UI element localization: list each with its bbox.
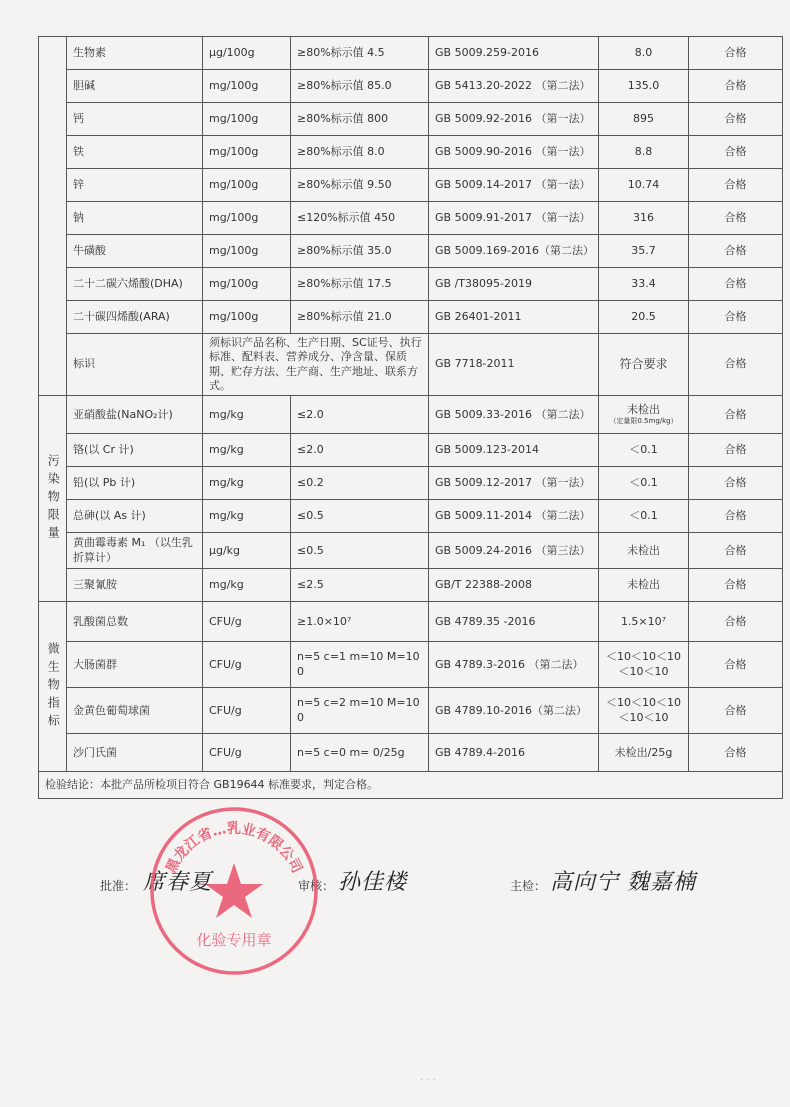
conclusion-text: 检验结论：本批产品所检项目符合 GB19644 标准要求，判定合格。	[39, 772, 783, 799]
table-row	[39, 396, 783, 434]
requirement: ≥80%标示值 8.0	[291, 136, 429, 169]
test-method: GB 5009.169-2016（第二法）	[429, 235, 599, 268]
unit: mg/100g	[203, 202, 291, 235]
approve-signature: 席春夏	[143, 870, 213, 895]
item-name: 牛磺酸	[67, 235, 203, 268]
category-nutrition	[39, 37, 67, 396]
unit: mg/100g	[203, 70, 291, 103]
item-name: 铁	[67, 136, 203, 169]
table-row	[39, 569, 783, 602]
result-value: ＜0.1	[629, 476, 658, 490]
result-value: 135.0	[627, 78, 660, 92]
item-name: 沙门氏菌	[67, 734, 203, 772]
company-seal	[148, 805, 320, 977]
requirement: ≤0.2	[291, 467, 429, 500]
requirement: ≥80%标示值 21.0	[291, 301, 429, 334]
result	[599, 467, 689, 500]
result-value: 316	[633, 210, 654, 224]
unit: mg/100g	[203, 301, 291, 334]
result-value: ＜0.1	[629, 443, 658, 457]
item-name: 铅(以 Pb 计)	[67, 467, 203, 500]
result-value: 895	[633, 111, 654, 125]
requirement: n=5 c=1 m=10 M=100	[291, 642, 429, 688]
unit: CFU/g	[203, 688, 291, 734]
requirement: n=5 c=2 m=10 M=100	[291, 688, 429, 734]
test-method: GB 5009.92-2016 （第一法）	[429, 103, 599, 136]
unit: mg/100g	[203, 169, 291, 202]
requirement: ≥80%标示值 9.50	[291, 169, 429, 202]
requirement: ≤2.0	[291, 396, 429, 434]
requirement: ≥1.0×10⁷	[291, 602, 429, 642]
test-method: GB 4789.10-2016（第二法）	[429, 688, 599, 734]
review-signature: 孙佳楼	[338, 870, 408, 895]
verdict: 合格	[689, 235, 783, 268]
verdict: 合格	[689, 202, 783, 235]
result	[599, 37, 689, 70]
verdict: 合格	[689, 136, 783, 169]
svg-text:黑龙江省…乳业有限公司: 黑龙江省…乳业有限公司	[163, 821, 305, 876]
verdict: 合格	[689, 500, 783, 533]
review-label: 审核：	[298, 879, 335, 893]
requirement: ≤120%标示值 450	[291, 202, 429, 235]
item-name: 锌	[67, 169, 203, 202]
verdict: 合格	[689, 602, 783, 642]
inspect-label: 主检：	[510, 879, 547, 893]
result	[599, 602, 689, 642]
item-name: 三聚氰胺	[67, 569, 203, 602]
category-micro: 微生物指标	[39, 602, 67, 772]
result	[599, 688, 689, 734]
result-value: 10.74	[627, 177, 660, 191]
unit: CFU/g	[203, 734, 291, 772]
result-value: 33.4	[631, 276, 656, 290]
test-method: GB 5009.33-2016 （第二法）	[429, 396, 599, 434]
unit: mg/kg	[203, 569, 291, 602]
unit: mg/kg	[203, 434, 291, 467]
table-row	[39, 500, 783, 533]
verdict: 合格	[689, 734, 783, 772]
item-name: 胆碱	[67, 70, 203, 103]
verdict: 合格	[689, 396, 783, 434]
result: 符合要求	[599, 334, 689, 396]
result	[599, 569, 689, 602]
unit: mg/100g	[203, 103, 291, 136]
inspect-signature: 高向宁 魏嘉楠	[550, 870, 696, 895]
result-value: 1.5×10⁷	[620, 614, 667, 628]
result	[599, 103, 689, 136]
test-method: GB 4789.3-2016 （第二法）	[429, 642, 599, 688]
requirement: ≤2.0	[291, 434, 429, 467]
item-name: 金黄色葡萄球菌	[67, 688, 203, 734]
unit: mg/100g	[203, 235, 291, 268]
test-method: GB/T 22388-2008	[429, 569, 599, 602]
table-row	[39, 734, 783, 772]
item-name: 二十碳四烯酸(ARA)	[67, 301, 203, 334]
table-row	[39, 202, 783, 235]
table-row	[39, 301, 783, 334]
test-method: GB 5009.14-2017 （第一法）	[429, 169, 599, 202]
item-name: 总砷(以 As 计)	[67, 500, 203, 533]
result-value: ＜10＜10＜10 ＜10＜10	[606, 650, 681, 678]
result-value: 8.0	[634, 45, 653, 59]
requirement: ≥80%标示值 35.0	[291, 235, 429, 268]
test-method: GB 4789.4-2016	[429, 734, 599, 772]
unit: mg/kg	[203, 500, 291, 533]
verdict: 合格	[689, 169, 783, 202]
table-row	[39, 169, 783, 202]
table-row	[39, 533, 783, 569]
unit: μg/kg	[203, 533, 291, 569]
unit: μg/100g	[203, 37, 291, 70]
verdict: 合格	[689, 103, 783, 136]
verdict: 合格	[689, 642, 783, 688]
table-row	[39, 136, 783, 169]
item-name: 大肠菌群	[67, 642, 203, 688]
verdict: 合格	[689, 334, 783, 396]
result-value: 20.5	[631, 309, 656, 323]
result	[599, 642, 689, 688]
result	[599, 434, 689, 467]
result-value: 35.7	[631, 243, 656, 257]
item-name: 钠	[67, 202, 203, 235]
signature-row	[0, 865, 790, 915]
result-value: ＜10＜10＜10 ＜10＜10	[606, 696, 681, 724]
requirement: ≥80%标示值 800	[291, 103, 429, 136]
item-name: 乳酸菌总数	[67, 602, 203, 642]
approve-label: 批准：	[100, 879, 137, 893]
table-row	[39, 642, 783, 688]
test-method: GB 5009.91-2017 （第一法）	[429, 202, 599, 235]
table-row	[39, 688, 783, 734]
verdict: 合格	[689, 688, 783, 734]
unit: mg/kg	[203, 396, 291, 434]
table-row	[39, 70, 783, 103]
result	[599, 268, 689, 301]
verdict: 合格	[689, 301, 783, 334]
unit: CFU/g	[203, 602, 291, 642]
table-row	[39, 103, 783, 136]
unit: mg/100g	[203, 268, 291, 301]
test-method: GB 5009.90-2016 （第一法）	[429, 136, 599, 169]
result-value: 8.8	[634, 144, 653, 158]
requirement: ≥80%标示值 4.5	[291, 37, 429, 70]
table-row	[39, 467, 783, 500]
table-row	[39, 434, 783, 467]
requirement: ≤0.5	[291, 533, 429, 569]
result	[599, 533, 689, 569]
result	[599, 235, 689, 268]
inspection-table	[38, 36, 783, 799]
faint-marks: · · ·	[420, 1075, 436, 1086]
test-method: GB /T38095-2019	[429, 268, 599, 301]
verdict: 合格	[689, 467, 783, 500]
item-name: 二十二碳六烯酸(DHA)	[67, 268, 203, 301]
table-row	[39, 235, 783, 268]
result-value: 未检出	[627, 402, 660, 416]
table-row	[39, 602, 783, 642]
result	[599, 136, 689, 169]
requirement: ≥80%标示值 17.5	[291, 268, 429, 301]
requirement: ≥80%标示值 85.0	[291, 70, 429, 103]
result-value: ＜0.1	[629, 509, 658, 523]
conclusion-row	[39, 772, 783, 799]
table-row	[39, 37, 783, 70]
table-row	[39, 334, 783, 396]
result	[599, 301, 689, 334]
result	[599, 169, 689, 202]
test-method: GB 5009.259-2016	[429, 37, 599, 70]
table-row	[39, 268, 783, 301]
requirement: ≤0.5	[291, 500, 429, 533]
verdict: 合格	[689, 569, 783, 602]
result	[599, 734, 689, 772]
verdict: 合格	[689, 70, 783, 103]
item-name: 黄曲霉毒素 M₁ （以生乳折算计）	[67, 533, 203, 569]
item-name: 生物素	[67, 37, 203, 70]
result	[599, 500, 689, 533]
requirement: 须标识产品名称、生产日期、SC证号、执行标准、配料表、营养成分、净含量、保质期、贮存方法、生产商、生产地址、联系方式。	[203, 334, 429, 396]
test-method: GB 5009.24-2016 （第三法）	[429, 533, 599, 569]
test-method: GB 5009.123-2014	[429, 434, 599, 467]
result-value: 未检出	[627, 543, 660, 557]
test-method: GB 4789.35 -2016	[429, 602, 599, 642]
unit: mg/100g	[203, 136, 291, 169]
test-method: GB 7718-2011	[429, 334, 599, 396]
verdict: 合格	[689, 268, 783, 301]
verdict: 合格	[689, 434, 783, 467]
test-method: GB 5413.20-2022 （第二法）	[429, 70, 599, 103]
unit: mg/kg	[203, 467, 291, 500]
result	[599, 202, 689, 235]
test-method: GB 26401-2011	[429, 301, 599, 334]
result-value: 未检出	[627, 578, 660, 592]
item-name: 钙	[67, 103, 203, 136]
requirement: ≤2.5	[291, 569, 429, 602]
category-contaminant: 污染物限量	[39, 396, 67, 602]
verdict: 合格	[689, 37, 783, 70]
svg-text:化验专用章: 化验专用章	[196, 931, 272, 949]
result-value: 未检出/25g	[614, 745, 673, 759]
test-method: GB 5009.12-2017 （第一法）	[429, 467, 599, 500]
result	[599, 396, 689, 434]
test-method: GB 5009.11-2014 （第二法）	[429, 500, 599, 533]
result	[599, 70, 689, 103]
verdict: 合格	[689, 533, 783, 569]
requirement: n=5 c=0 m= 0/25g	[291, 734, 429, 772]
result-note: （定量限0.5mg/kg）	[609, 417, 678, 426]
unit: CFU/g	[203, 642, 291, 688]
item-name: 标识	[67, 334, 203, 396]
item-name: 铬(以 Cr 计)	[67, 434, 203, 467]
item-name: 亚硝酸盐(NaNO₂计)	[67, 396, 203, 434]
